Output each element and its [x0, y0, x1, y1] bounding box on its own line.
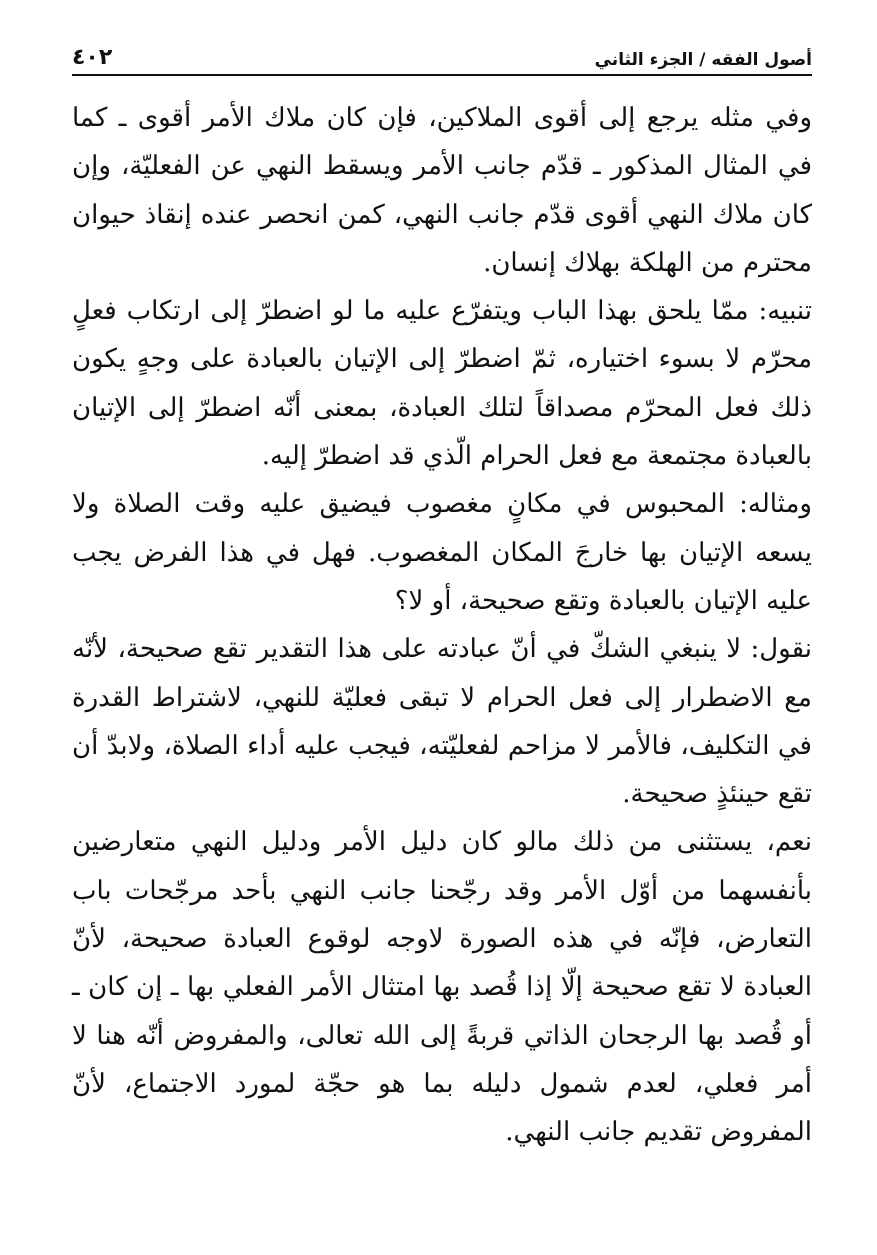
book-page	[72, 30, 812, 1157]
paragraph: وفي مثله يرجع إلى أقوى الملاكين، فإن كان ملاك الأمر أقوى ـ كما في المثال المذكور ـ قدّم جانب الأمر ويسقط النهي عن الفعليّة، وإن كان ملاك النهي أقوى قدّم جانب النهي، كمن انحصر عنده إنقاذ حيوان محترم من الهلكة بهلاك إنسان.	[72, 103, 812, 278]
body-text	[72, 94, 812, 1157]
paragraph: نقول: لا ينبغي الشكّ في أنّ عبادته على هذا التقدير تقع صحيحة، لأنّه مع الاضطرار إلى فعل الحرام لا تبقى فعليّة للنهي، لاشتراط القدرة في التكليف، فالأمر لا مزاحم لفعليّته، فيجب عليه أداء الصلاة، ولابدّ أن تقع حينئذٍ صحيحة.	[72, 634, 812, 810]
page-number: ٤٠٢	[72, 45, 113, 70]
paragraph: تنبيه: ممّا يلحق بهذا الباب ويتفرّع عليه ما لو اضطرّ إلى ارتكاب فعلٍ محرّم لا بسوء اختياره، ثمّ اضطرّ إلى الإتيان بالعبادة على وجهٍ يكون ذلك فعل المحرّم مصداقاً لتلك العبادة، بمعنى أنّه اضطرّ إلى الإتيان بالعبادة مجتمعة مع فعل الحرام الّذي قد اضطرّ إليه.	[72, 296, 812, 472]
paragraph: ومثاله: المحبوس في مكانٍ مغصوب فيضيق عليه وقت الصلاة ولا يسعه الإتيان بها خارجَ المكان المغصوب. فهل في هذا الفرض يجب عليه الإتيان بالعبادة وتقع صحيحة، أو لا؟	[72, 489, 812, 616]
running-title: أصول الفقه / الجزء الثاني	[594, 50, 812, 70]
page-header	[72, 30, 812, 76]
paragraph: نعم، يستثنى من ذلك مالو كان دليل الأمر ودليل النهي متعارضين بأنفسهما من أوّل الأمر وقد رجّحنا جانب النهي بأحد مرجّحات باب التعارض، فإنّه في هذه الصورة لاوجه لوقوع العبادة صحيحة، لأنّ العبادة لا تقع صحيحة إلّا إذا قُصد بها امتثال الأمر الفعلي بها ـ إن كان ـ أو قُصد بها الرجحان الذاتي قربةً إلى الله تعالى، والمفروض أنّه هنا لا أمر فعلي، لعدم شمول دليله بما هو حجّة لمورد الاجتماع، لأنّ المفروض تقديم جانب النهي.	[72, 827, 812, 1148]
